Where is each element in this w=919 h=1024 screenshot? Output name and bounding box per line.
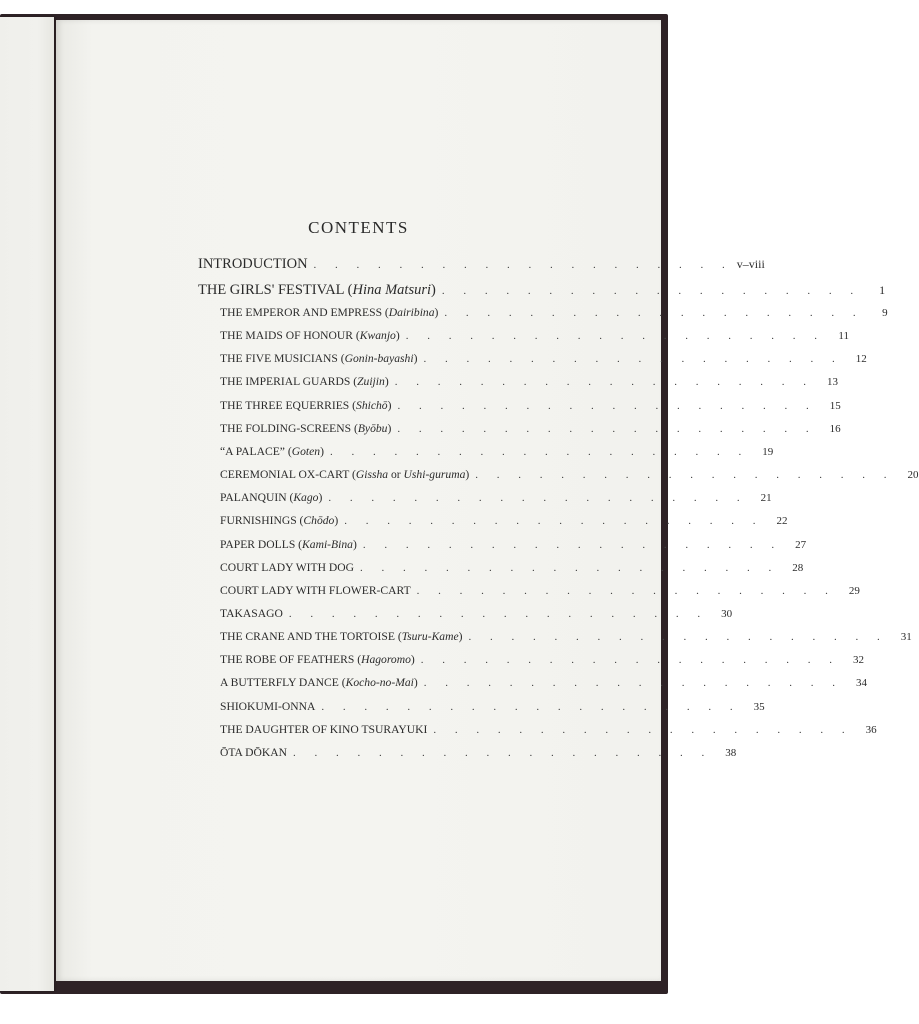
toc-entry-title: [220, 306, 438, 319]
toc-leader-dots: . . . . . . . . . . . . . . . . . . . .: [441, 285, 862, 297]
toc-entry-suffix: ): [413, 352, 418, 366]
toc-leader-dots: . . . . . . . . . . . . . . . . . . . .: [475, 469, 895, 482]
toc-leader-dots: . . . . . . . . . . . . . . . . . . . .: [420, 654, 841, 667]
toc-entry-japanese-term: Gissha: [355, 468, 389, 482]
toc-entry-title: [198, 282, 436, 299]
toc-entry-text: SHIOKUMI-ONNA: [220, 699, 316, 713]
toc-entry-title: [220, 676, 418, 689]
toc-leader-dots: . . . . . . . . . . . . . . . . . . . .: [293, 746, 713, 759]
toc-page-number: 22: [776, 515, 788, 528]
toc-entry-japanese-term: Gonin-bayashi: [344, 352, 414, 366]
toc-entry: [220, 398, 841, 412]
toc-entry-text: THE ROBE OF FEATHERS (: [220, 653, 362, 667]
toc-leader-dots: . . . . . . . . . . . . . . . . . . . .: [360, 561, 780, 574]
toc-entry: [220, 583, 860, 597]
toc-leader-dots: . . . . . . . . . . . . . . . . . . . .: [328, 492, 748, 505]
toc-entry-title: [220, 422, 391, 435]
toc-entry-title: [220, 468, 469, 481]
toc-entry-japanese-term: Ushi-guruma: [403, 468, 466, 482]
toc-entry-suffix: ): [410, 653, 415, 667]
toc-entry-title: [220, 584, 411, 597]
toc-page-number: 38: [725, 746, 737, 759]
toc-leader-dots: . . . . . . . . . . . . . . . . . . . .: [423, 353, 843, 366]
toc-entry: [220, 444, 774, 458]
toc-entry: [220, 491, 772, 505]
toc-page-number: 16: [829, 422, 841, 435]
toc-entry-title: [220, 561, 354, 574]
toc-entry-suffix: ): [384, 375, 389, 389]
toc-entry-suffix: ): [395, 329, 400, 343]
toc-entry-japanese-term: Byōbu: [357, 421, 388, 435]
toc-page-number: 13: [826, 376, 838, 389]
toc-page-number: 34: [856, 677, 868, 690]
toc-entry: [220, 421, 841, 435]
toc-entry-title: [220, 630, 463, 643]
toc-entry-text: PAPER DOLLS (: [220, 537, 303, 551]
toc-entry-japanese-term: Kago: [293, 491, 319, 505]
toc-entry-text: ŌTA DŌKAN: [220, 745, 288, 759]
toc-entry-japanese-term: Kwanjo: [359, 329, 396, 343]
toc-entry-title: [220, 514, 338, 527]
toc-entry: [220, 653, 865, 667]
toc-entry-text: THE MAIDS OF HONOUR (: [220, 329, 360, 343]
contents-body: [56, 20, 919, 981]
toc-entry-suffix: ): [320, 444, 324, 458]
toc-entry-text: THE FOLDING-SCREENS (: [220, 421, 358, 435]
toc-page-number: v–viii: [736, 257, 765, 271]
toc-entry: [220, 329, 849, 343]
toc-entry-suffix: ): [318, 491, 323, 505]
toc-entry-japanese-term: Chōdo: [303, 514, 335, 528]
toc-entry-text: THE THREE EQUERRIES (: [220, 398, 357, 412]
toc-entry-suffix: ): [413, 676, 418, 690]
toc-entry: [220, 537, 807, 551]
toc-page-number: 21: [760, 492, 772, 505]
toc-page-number: 11: [838, 330, 849, 343]
toc-page-number: 30: [721, 607, 733, 620]
toc-entry: [220, 630, 912, 644]
toc-leader-dots: . . . . . . . . . . . . . . . . . . . .: [394, 376, 814, 389]
toc-leader-dots: . . . . . . . . . . . . . . . . . . . .: [397, 422, 817, 435]
toc-page-number: 36: [865, 723, 877, 736]
toc-entry: [198, 282, 886, 299]
toc-entry-japanese-term: Hagoromo: [361, 653, 411, 667]
toc-entry-text: THE EMPEROR AND EMPRESS (: [220, 306, 389, 319]
toc-page-number: 20: [907, 469, 919, 482]
toc-entry-title: [220, 723, 427, 736]
toc-entry-text: COURT LADY WITH FLOWER-CART: [220, 583, 411, 597]
toc-leader-dots: . . . . . . . . . . . . . . . . . . . .: [423, 677, 844, 690]
toc-page-number: 1: [879, 283, 886, 297]
toc-entry: [198, 256, 765, 273]
toc-entry-text: FURNISHINGS (: [220, 514, 304, 528]
toc-entry-suffix: ): [387, 398, 392, 412]
toc-entry-text: PALANQUIN (: [220, 491, 294, 505]
toc-entry-japanese-term: Tsuru-Kame: [401, 630, 459, 644]
toc-entry: [220, 699, 765, 713]
toc-entry-japanese-term: Kocho-no-Mai: [345, 676, 414, 690]
toc-entry-title: [220, 352, 417, 365]
toc-entry: [220, 306, 888, 319]
toc-entry: [220, 352, 867, 366]
toc-entry-text: TAKASAGO: [220, 606, 283, 620]
toc-entry-title: [220, 538, 357, 551]
toc-entry-title: [220, 653, 415, 666]
toc-entry: [220, 375, 838, 389]
toc-entry: [220, 722, 877, 736]
toc-entry-title: [220, 746, 287, 759]
toc-entry-suffix: ): [458, 630, 463, 644]
toc-entry-suffix: ): [434, 306, 439, 319]
toc-entry-suffix: ): [431, 282, 436, 298]
toc-page-number: 15: [829, 399, 841, 412]
toc-entry-title: [220, 375, 389, 388]
toc-entry-text: A BUTTERFLY DANCE (: [220, 676, 346, 690]
toc-page-number: 27: [795, 538, 807, 551]
toc-entry-japanese-term: Dairibina: [388, 306, 435, 319]
toc-page-number: 32: [853, 654, 865, 667]
toc-entry-japanese-term: Zuijin: [357, 375, 385, 389]
toc-page-number: 31: [900, 631, 912, 644]
toc-entry-text: THE GIRLS' FESTIVAL (: [198, 282, 353, 298]
toc-entry-suffix: ): [387, 421, 392, 435]
toc-entry-title: [220, 445, 324, 458]
toc-leader-dots: . . . . . . . . . . . . . . . . . . . .: [433, 723, 853, 736]
toc-leader-dots: . . . . . . . . . . . . . . . . . . . .: [444, 307, 864, 319]
toc-leader-dots: . . . . . . . . . . . . . . . . . . . .: [405, 330, 825, 343]
toc-entry-suffix: ): [334, 514, 339, 528]
toc-entry-text: THE CRANE AND THE TORTOISE (: [220, 630, 402, 644]
toc-leader-dots: . . . . . . . . . . . . . . . . . . . .: [329, 445, 750, 458]
toc-leader-dots: . . . . . . . . . . . . . . . . . . . .: [362, 538, 783, 551]
toc-page-number: 35: [753, 700, 765, 713]
toc-leader-dots: . . . . . . . . . . . . . . . . . . . .: [313, 259, 733, 271]
toc-entry-suffix: ): [352, 537, 357, 551]
toc-entry-text: THE DAUGHTER OF KINO TSURAYUKI: [220, 722, 428, 736]
toc-leader-dots: . . . . . . . . . . . . . . . . . . . .: [344, 515, 764, 528]
toc-entry-title: [220, 607, 283, 620]
toc-entry-text: “A PALACE” (: [220, 444, 292, 458]
toc-entry-suffix: or: [388, 468, 404, 482]
toc-entry: [220, 514, 788, 528]
toc-entry: [220, 606, 733, 620]
toc-leader-dots: . . . . . . . . . . . . . . . . . . . .: [288, 607, 709, 620]
toc-entry-title: [198, 256, 308, 273]
toc-entry-suffix: ): [465, 468, 470, 482]
toc-entry: [220, 676, 868, 690]
toc-leader-dots: . . . . . . . . . . . . . . . . . . . .: [416, 584, 836, 597]
toc-leader-dots: . . . . . . . . . . . . . . . . . . . .: [321, 700, 741, 713]
toc-leader-dots: . . . . . . . . . . . . . . . . . . . .: [397, 399, 817, 412]
toc-page-number: 9: [882, 307, 888, 319]
contents-page: [56, 20, 919, 981]
toc-entry: [220, 745, 737, 759]
toc-leader-dots: . . . . . . . . . . . . . . . . . . . .: [468, 631, 888, 644]
toc-entry-title: [220, 700, 315, 713]
toc-page-number: 29: [848, 584, 860, 597]
toc-entry-japanese-term: Goten: [291, 444, 321, 458]
toc-entry-text: COURT LADY WITH DOG: [220, 560, 355, 574]
toc-page-number: 28: [792, 561, 804, 574]
toc-entry-text: INTRODUCTION: [198, 256, 308, 272]
toc-page-number: 19: [762, 445, 774, 458]
toc-entry-text: THE IMPERIAL GUARDS (: [220, 375, 358, 389]
toc-entry-title: [220, 399, 391, 412]
toc-entry-japanese-term: Hina Matsuri: [352, 282, 432, 298]
toc-entry-title: [220, 491, 322, 504]
toc-entry-title: [220, 329, 400, 342]
toc-entry-text: CEREMONIAL OX-CART (: [220, 468, 356, 482]
toc-page-number: 12: [855, 353, 867, 366]
page-title: CONTENTS: [308, 218, 409, 237]
toc-entry-text: THE FIVE MUSICIANS (: [220, 352, 345, 366]
toc-entry-japanese-term: Kami-Bina: [302, 537, 353, 551]
toc-entry-japanese-term: Shichō: [356, 398, 388, 412]
toc-entry: [220, 560, 804, 574]
left-page-edge: [0, 17, 54, 991]
toc-entry: [220, 468, 919, 482]
